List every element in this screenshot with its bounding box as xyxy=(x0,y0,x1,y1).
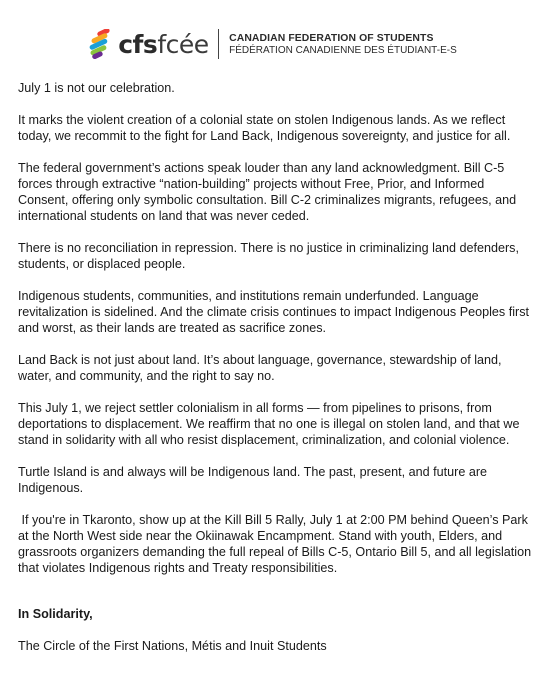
org-name-english: CANADIAN FEDERATION OF STUDENTS xyxy=(229,32,434,44)
cfs-logo-icon xyxy=(88,29,114,59)
rally-paragraph: If you're in Tkaronto, show up at the Kill Bill 5 Rally, July 1 at 2:00 PM behind Queen’s Park at the North West side near the Okiinawak Encampment. Stand with youth, Elders, and grassroots organizers demanding the full repeal of Bills C-5, Ontario Bill 5, and all legislation that violates Indigenous rights and Treaty responsibilities. xyxy=(18,513,535,575)
logo-wordmark-bold: cfs xyxy=(118,29,158,59)
statement-paragraph: The federal government’s actions speak louder than any land acknowledgment. Bill C-5 forces through extractive “nation-building” projects without Free, Prior, and Informed Consent, offering only symbolic consultation. Bill C-2 criminalizes migrants, refugees, and international students on land that was never ceded. xyxy=(18,161,517,223)
statement-paragraph: It marks the violent creation of a colonial state on stolen Indigenous lands. As we reflect today, we recommit to the fight for Land Back, Indigenous sovereignty, and justice for all. xyxy=(18,113,511,143)
logo-wordmark xyxy=(118,30,208,59)
logo-wordmark-light: fcée xyxy=(157,29,209,59)
org-names xyxy=(229,32,457,57)
statement-paragraph: Land Back is not just about land. It’s about language, governance, stewardship of land, water, and community, and the right to say no. xyxy=(18,353,502,383)
statement-paragraph: This July 1, we reject settler colonialism in all forms — from pipelines to prisons, from deportations to displacement. We reaffirm that no one is illegal on stolen land, and that we stand in solidarity with all who resist displacement, criminalization, and colonial violence. xyxy=(18,401,520,447)
statement-paragraph: Indigenous students, communities, and institutions remain underfunded. Language revitalization is sidelined. And the climate crisis continues to impact Indigenous Peoples first and worst, as their lands are treated as sacrifice zones. xyxy=(18,289,530,335)
statement-paragraph: July 1 is not our celebration. xyxy=(18,81,175,95)
header-divider xyxy=(218,29,220,59)
signature-name: The Circle of the First Nations, Métis and Inuit Students xyxy=(18,639,327,653)
statement-paragraph: Turtle Island is and always will be Indigenous land. The past, present, and future are Indigenous. xyxy=(18,465,488,495)
statement-paragraph: There is no reconciliation in repression. There is no justice in criminalizing land defenders, students, or displaced people. xyxy=(18,241,519,271)
letterhead xyxy=(0,24,545,64)
org-name-french: FÉDÉRATION CANADIENNE DES ÉTUDIANT-E-S xyxy=(229,44,457,56)
statement-body xyxy=(18,80,533,670)
signature-heading: In Solidarity, xyxy=(18,607,93,621)
